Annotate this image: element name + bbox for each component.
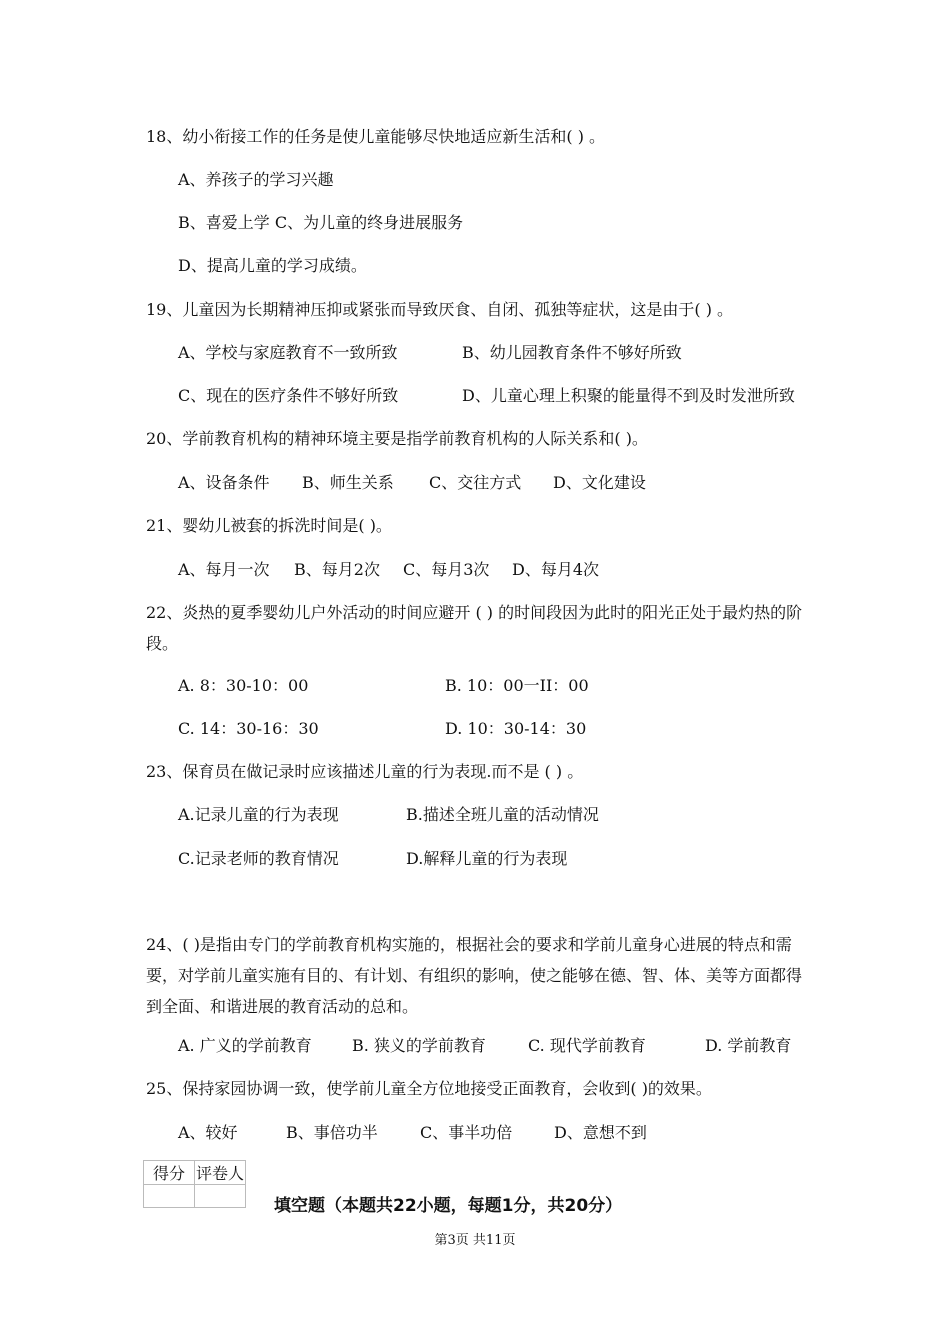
question-24-option-c: C. 现代学前教育: [528, 1036, 646, 1055]
score-cell[interactable]: [144, 1185, 195, 1208]
question-23-option-a: A.记录儿童的行为表现: [178, 805, 339, 824]
question-24-option-a: A. 广义的学前教育: [178, 1036, 312, 1055]
question-20-option-c: C、交往方式: [429, 473, 522, 492]
question-20-stem: 20、学前教育机构的精神环境主要是指学前教育机构的人际关系和( )。: [146, 429, 648, 448]
question-23-option-c: C.记录老师的教育情况: [178, 849, 339, 868]
question-25-option-a: A、较好: [178, 1123, 238, 1142]
question-18-option-d: D、提高儿童的学习成绩。: [178, 256, 367, 275]
question-18-option-a: A、养孩子的学习兴趣: [178, 170, 334, 189]
question-23-option-d: D.解释儿童的行为表现: [406, 849, 568, 868]
question-24-option-b: B. 狭义的学前教育: [352, 1036, 486, 1055]
question-24-stem: 24、( )是指由专门的学前教育机构实施的，根据社会的要求和学前儿童身心进展的特点和需要，对学前儿童实施有目的、有计划、有组织的影响，使之能够在德、智、体、美等方面都得到全面、和谐进展的教育活动的总和。: [146, 935, 803, 1016]
question-18-stem: 18、幼小衔接工作的任务是使儿童能够尽快地适应新生活和( ) 。: [146, 127, 606, 146]
question-18-option-bc: B、喜爱上学 C、为儿童的终身进展服务: [178, 213, 464, 232]
question-21-stem: 21、婴幼儿被套的拆洗时间是( )。: [146, 516, 392, 535]
question-20-option-a: A、设备条件: [178, 473, 270, 492]
question-22-option-a: A. 8：30-10：00: [178, 676, 309, 695]
question-20-option-b: B、师生关系: [302, 473, 394, 492]
question-23-option-b: B.描述全班儿童的活动情况: [406, 805, 599, 824]
question-25-option-d: D、意想不到: [554, 1123, 647, 1142]
question-19-option-c: C、现在的医疗条件不够好所致: [178, 386, 399, 405]
question-21-option-b: B、每月2次: [294, 560, 380, 579]
question-21-option-c: C、每月3次: [403, 560, 490, 579]
question-22-option-b: B. 10：00一II：00: [445, 676, 589, 695]
question-24-option-d: D. 学前教育: [705, 1036, 792, 1055]
page-footer: 第3页 共11页: [434, 1233, 516, 1248]
question-21-option-d: D、每月4次: [512, 560, 600, 579]
question-19-option-b: B、幼儿园教育条件不够好所致: [462, 343, 682, 362]
grader-header: 评卷人: [195, 1161, 246, 1185]
question-22-stem: 22、炎热的夏季婴幼儿户外活动的时间应避开 ( ) 的时间段因为此时的阳光正处于最灼热的阶段。: [146, 603, 803, 653]
score-header: 得分: [144, 1161, 195, 1185]
score-table: [143, 1160, 246, 1208]
question-25-option-b: B、事倍功半: [286, 1123, 378, 1142]
question-22-option-c: C. 14：30-16：30: [178, 719, 319, 738]
question-25-stem: 25、保持家园协调一致，使学前儿童全方位地接受正面教育，会收到( )的效果。: [146, 1079, 712, 1098]
grader-cell[interactable]: [195, 1185, 246, 1208]
question-20-option-d: D、文化建设: [553, 473, 646, 492]
question-19-option-a: A、学校与家庭教育不一致所致: [178, 343, 398, 362]
question-23-stem: 23、保育员在做记录时应该描述儿童的行为表现.而不是 ( ) 。: [146, 762, 584, 781]
question-19-stem: 19、儿童因为长期精神压抑或紧张而导致厌食、自闭、孤独等症状，这是由于( ) 。: [146, 300, 734, 319]
question-22-option-d: D. 10：30-14：30: [445, 719, 587, 738]
question-21-option-a: A、每月一次: [178, 560, 270, 579]
question-25-option-c: C、事半功倍: [420, 1123, 513, 1142]
section-title: 填空题（本题共22小题，每题1分，共20分）: [274, 1196, 623, 1216]
question-19-option-d: D、儿童心理上积聚的能量得不到及时发泄所致: [462, 386, 795, 405]
